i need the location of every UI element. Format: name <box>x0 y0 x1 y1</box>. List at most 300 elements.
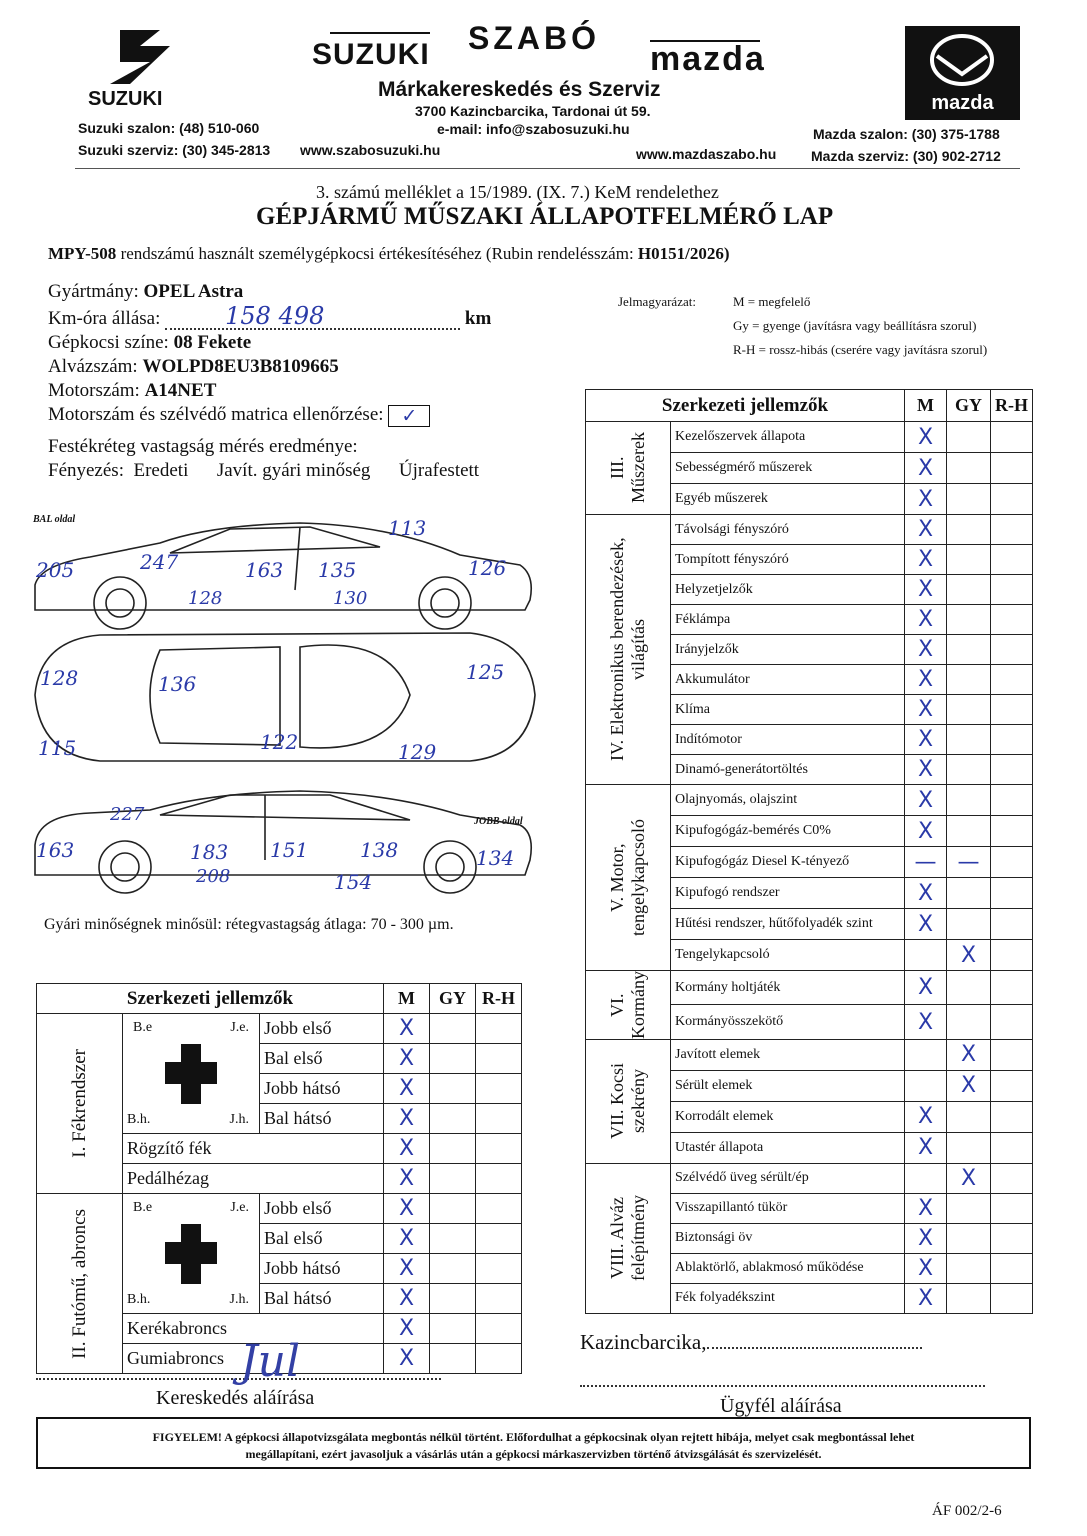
matrica-label: Motorszám és szélvédő matrica ellenőrzése: <box>48 404 384 425</box>
rating-cell-rh[interactable] <box>991 422 1033 453</box>
group-label: II. Futómű, abroncs <box>68 1208 90 1359</box>
corner-jh: J.h. <box>229 1291 249 1307</box>
kereskedes-sign-line[interactable] <box>36 1378 441 1380</box>
rating-cell-rh[interactable] <box>991 1101 1033 1132</box>
item-label: Tompított fényszóró <box>671 545 905 575</box>
rating-cell-rh[interactable] <box>991 1193 1033 1223</box>
legend <box>618 290 696 314</box>
table-row <box>586 422 1033 453</box>
rating-cell-m[interactable]: X <box>384 1134 430 1164</box>
rating-cell-gy[interactable] <box>430 1344 476 1374</box>
rating-cell-m[interactable]: X <box>905 575 947 605</box>
rating-cell-rh[interactable] <box>991 1223 1033 1253</box>
rating-cell-rh[interactable] <box>991 725 1033 755</box>
rating-cell-gy[interactable] <box>947 695 991 725</box>
sign-place <box>580 1330 922 1355</box>
group-label: III. Műszerek <box>607 432 648 504</box>
rating-cell-m[interactable]: X <box>384 1344 430 1374</box>
rating-cell-m[interactable]: X <box>905 909 947 940</box>
web-mazda[interactable]: www.mazdaszabo.hu <box>636 146 777 162</box>
group-label: IV. Elektronikus berendezések, világítás <box>607 537 648 762</box>
rating-cell-rh[interactable] <box>476 1314 522 1344</box>
rating-cell-m[interactable]: X <box>905 1193 947 1223</box>
table-row <box>37 1014 522 1044</box>
table-row <box>586 1039 1033 1070</box>
item-label: Dinamó-generátortöltés <box>671 755 905 785</box>
gyari-note: Gyári minőségnek minősül: rétegvastagság átlaga: 70 - 300 µm. <box>44 916 454 933</box>
rating-cell-m[interactable]: X <box>905 515 947 545</box>
paint-reading: 208 <box>196 866 231 887</box>
km-label: Km-óra állása: <box>48 308 161 329</box>
matrica-row <box>48 403 491 427</box>
rating-cell-gy[interactable] <box>947 1132 991 1163</box>
item-label: Bal hátsó <box>260 1104 384 1134</box>
paint-reading: 128 <box>188 588 223 609</box>
item-label: Távolsági fényszóró <box>671 515 905 545</box>
rating-cell-m[interactable] <box>905 1163 947 1193</box>
rating-cell-rh[interactable] <box>991 878 1033 909</box>
rating-cell-gy[interactable] <box>947 1101 991 1132</box>
paint-reading: 247 <box>140 550 179 574</box>
item-label: Kipufogógáz Diesel K-tényező <box>671 847 905 878</box>
rating-cell-m[interactable]: X <box>905 725 947 755</box>
item-label: Jobb hátsó <box>260 1074 384 1104</box>
rating-cell-rh[interactable] <box>991 847 1033 878</box>
paint-reading: 183 <box>190 840 229 864</box>
warning-box <box>36 1417 1031 1469</box>
item-label: Szélvédő üveg sérült/ép <box>671 1163 905 1193</box>
rating-cell-rh[interactable] <box>476 1224 522 1254</box>
rating-cell-m[interactable]: X <box>384 1194 430 1224</box>
rating-cell-m[interactable]: X <box>905 635 947 665</box>
corner-be: B.e <box>133 1019 153 1035</box>
rating-cell-rh[interactable] <box>991 453 1033 484</box>
group-label-cell <box>586 1163 671 1313</box>
km-unit: km <box>464 308 492 329</box>
group-label: VI. Kormány <box>607 971 648 1039</box>
corner-be: B.e <box>133 1199 153 1215</box>
rating-cell-m[interactable]: X <box>384 1044 430 1074</box>
lt-head-label: Szerkezeti jellemzők <box>37 984 384 1014</box>
rating-cell-gy[interactable] <box>947 605 991 635</box>
rating-cell-gy[interactable] <box>947 816 991 847</box>
rating-cell-gy[interactable] <box>947 725 991 755</box>
rating-cell-gy[interactable] <box>947 545 991 575</box>
suzuki-logo <box>100 22 190 92</box>
rating-cell-gy[interactable] <box>430 1254 476 1284</box>
rating-cell-rh[interactable] <box>991 1005 1033 1040</box>
doc-intro <box>48 244 730 264</box>
suzuki-wordmark: SUZUKI <box>312 38 430 71</box>
rating-cell-m[interactable]: X <box>905 816 947 847</box>
warning-line-1: FIGYELEM! A gépkocsi állapotvizsgálata megbontás nélkül történt. Előfordulhat a gépkocsinak olyan rejtett hibája, melyet csak megbontással lehet <box>152 1430 915 1444</box>
szin-label: Gépkocsi színe: <box>48 332 169 353</box>
rating-cell-m[interactable]: X <box>905 453 947 484</box>
rating-cell-rh[interactable] <box>991 515 1033 545</box>
rating-cell-gy[interactable] <box>430 1104 476 1134</box>
rating-cell-rh[interactable] <box>476 1014 522 1044</box>
table-row <box>586 1163 1033 1193</box>
rating-cell-gy[interactable] <box>947 785 991 816</box>
szin-row <box>48 331 491 355</box>
item-label: Bal hátsó <box>260 1284 384 1314</box>
rating-cell-rh[interactable] <box>476 1254 522 1284</box>
rating-cell-rh[interactable] <box>991 1253 1033 1283</box>
rating-cell-gy[interactable] <box>947 1253 991 1283</box>
item-label: Fék folyadékszint <box>671 1283 905 1313</box>
paint-reading: 128 <box>40 666 79 690</box>
kereskedes-label: Kereskedés aláírása <box>156 1387 315 1409</box>
suzuki-logo-text: SUZUKI <box>88 88 163 110</box>
rating-cell-gy[interactable] <box>947 635 991 665</box>
mazda-szalon: Mazda szalon: (30) 375-1788 <box>813 126 1000 142</box>
item-label: Korrodált elemek <box>671 1101 905 1132</box>
rating-cell-rh[interactable] <box>991 816 1033 847</box>
paint-reading: 134 <box>476 846 515 870</box>
rating-cell-gy[interactable]: X <box>947 1070 991 1101</box>
rating-cell-gy[interactable] <box>947 971 991 1005</box>
rating-cell-gy[interactable] <box>430 1014 476 1044</box>
paint-reading: 163 <box>36 838 75 862</box>
rating-cell-m[interactable]: X <box>905 695 947 725</box>
rating-cell-gy[interactable] <box>947 1193 991 1223</box>
item-label: Féklámpa <box>671 605 905 635</box>
item-label: Kormányösszekötő <box>671 1005 905 1040</box>
rating-cell-m[interactable] <box>905 940 947 971</box>
rating-cell-rh[interactable] <box>991 605 1033 635</box>
rating-cell-gy[interactable] <box>947 665 991 695</box>
group-label-cell <box>586 1039 671 1163</box>
rating-cell-rh[interactable] <box>991 545 1033 575</box>
item-label: Irányjelzők <box>671 635 905 665</box>
item-label: Kerékabroncs <box>123 1314 384 1344</box>
gyartmany-label: Gyártmány: <box>48 281 139 302</box>
rating-cell-rh[interactable] <box>991 1283 1033 1313</box>
item-label: Kormány holtjáték <box>671 971 905 1005</box>
paint-reading: 154 <box>334 870 373 894</box>
paint-reading: 126 <box>468 556 507 580</box>
rating-cell-gy[interactable] <box>947 1283 991 1313</box>
rating-cell-gy[interactable] <box>947 575 991 605</box>
table-row <box>586 971 1033 1005</box>
rating-cell-m[interactable]: X <box>905 1283 947 1313</box>
alvaz-row <box>48 355 491 379</box>
rating-cell-rh[interactable] <box>476 1164 522 1194</box>
item-label: Rögzítő fék <box>123 1134 384 1164</box>
item-label: Biztonsági öv <box>671 1223 905 1253</box>
group-label: VII. Kocsi szekrény <box>607 1063 648 1140</box>
paint-reading: 138 <box>360 838 399 862</box>
item-label: Klíma <box>671 695 905 725</box>
item-label: Kipufogógáz-bemérés C0% <box>671 816 905 847</box>
sign-place-label: Kazincbarcika, <box>580 1330 707 1354</box>
fenyezes-row <box>48 459 491 483</box>
paint-reading: 151 <box>270 838 309 862</box>
rating-cell-gy[interactable] <box>430 1044 476 1074</box>
matrica-checkbox[interactable]: ✓ <box>388 405 430 427</box>
item-label: Akkumulátor <box>671 665 905 695</box>
group-label: I. Fékrendszer <box>68 1049 90 1158</box>
rating-cell-rh[interactable] <box>991 971 1033 1005</box>
rating-cell-rh[interactable] <box>476 1344 522 1374</box>
group-label-cell <box>586 515 671 785</box>
table-row <box>586 785 1033 816</box>
item-label: Bal első <box>260 1224 384 1254</box>
vehicle-info <box>48 280 491 483</box>
group-label-cell <box>586 971 671 1040</box>
legend-rh: R-H = rossz-hibás (cserére vagy javításra szorul) <box>733 342 988 357</box>
rating-cell-m[interactable] <box>905 1039 947 1070</box>
rating-cell-rh[interactable] <box>991 1070 1033 1101</box>
paint-reading: 163 <box>245 558 284 582</box>
item-label: Indítómotor <box>671 725 905 755</box>
rating-cell-gy[interactable] <box>947 878 991 909</box>
rating-cell-rh[interactable] <box>476 1284 522 1314</box>
rating-cell-m[interactable]: X <box>384 1284 430 1314</box>
rating-cell-gy[interactable] <box>947 755 991 785</box>
bal-oldal-label: BAL oldal <box>33 514 76 525</box>
rating-cell-gy[interactable] <box>947 422 991 453</box>
cross-icon <box>165 1044 217 1104</box>
mazda-wordmark: mazda <box>650 40 766 78</box>
rating-cell-gy[interactable] <box>947 515 991 545</box>
rating-cell-gy[interactable]: — <box>947 847 991 878</box>
rating-cell-gy[interactable] <box>947 1223 991 1253</box>
item-label: Jobb első <box>260 1014 384 1044</box>
ugyfel-sign-line[interactable] <box>580 1385 985 1387</box>
item-label: Egyéb műszerek <box>671 484 905 515</box>
item-label: Sebességmérő műszerek <box>671 453 905 484</box>
rating-cell-m[interactable]: X <box>905 1132 947 1163</box>
group-label-cell <box>37 1014 123 1194</box>
rating-cell-m[interactable]: X <box>905 1253 947 1283</box>
rating-cell-m[interactable]: X <box>384 1314 430 1344</box>
wheel-diagram <box>123 1014 260 1134</box>
paint-reading: 130 <box>333 588 368 609</box>
header-divider <box>75 168 1020 169</box>
item-label: Tengelykapcsoló <box>671 940 905 971</box>
gyartmany-value: OPEL Astra <box>143 281 244 302</box>
rating-cell-rh[interactable] <box>991 1039 1033 1070</box>
km-row <box>48 304 491 331</box>
rating-cell-m[interactable]: X <box>905 785 947 816</box>
rt-head-label: Szerkezeti jellemzők <box>586 390 905 422</box>
item-label: Jobb hátsó <box>260 1254 384 1284</box>
rating-cell-rh[interactable] <box>476 1104 522 1134</box>
paint-reading: 135 <box>318 558 357 582</box>
doc-subtitle: 3. számú melléklet a 15/1989. (IX. 7.) KeM rendelethez <box>316 182 719 202</box>
item-label: Gumiabroncs <box>123 1344 384 1374</box>
rt-head-m: M <box>905 390 947 422</box>
gyartmany-row <box>48 280 491 304</box>
rating-cell-gy[interactable] <box>430 1074 476 1104</box>
rating-cell-gy[interactable] <box>430 1164 476 1194</box>
rating-cell-m[interactable]: X <box>905 484 947 515</box>
right-table-header <box>586 390 1033 422</box>
dealer-title: Márkakereskedés és Szerviz <box>378 78 661 101</box>
paint-reading: 205 <box>36 558 75 582</box>
corner-je: J.e. <box>230 1199 249 1215</box>
item-label: Bal első <box>260 1044 384 1074</box>
rt-head-gy: GY <box>947 390 991 422</box>
item-label: Javított elemek <box>671 1039 905 1070</box>
order-number: H0151/2026) <box>637 244 730 263</box>
alvaz-value: WOLPD8EU3B8109665 <box>142 356 339 377</box>
rating-cell-gy[interactable] <box>430 1284 476 1314</box>
left-inspection-table <box>36 983 522 1374</box>
szabo-title: SZABÓ <box>468 20 600 56</box>
rating-cell-m[interactable] <box>905 1070 947 1101</box>
legend-m: M = megfelelő <box>733 294 811 309</box>
web-suzuki[interactable]: www.szabosuzuki.hu <box>300 142 441 158</box>
paint-reading: 125 <box>466 660 505 684</box>
suzuki-szerviz: Suzuki szerviz: (30) 345-2813 <box>78 142 271 158</box>
rating-cell-rh[interactable] <box>991 695 1033 725</box>
rating-cell-rh[interactable] <box>476 1074 522 1104</box>
dealer-signature: Jul <box>240 1336 301 1387</box>
mazda-logo-text: mazda <box>931 92 994 114</box>
rating-cell-m[interactable]: X <box>905 971 947 1005</box>
rating-cell-m[interactable]: X <box>384 1074 430 1104</box>
motor-label: Motorszám: <box>48 380 140 401</box>
rating-cell-gy[interactable] <box>430 1314 476 1344</box>
mazda-logo <box>905 26 1020 120</box>
corner-je: J.e. <box>230 1019 249 1035</box>
legend-gy: Gy = gyenge (javításra vagy beállításra szorul) <box>733 318 977 333</box>
plate-number: MPY-508 <box>48 244 117 263</box>
item-label: Ablaktörlő, ablakmosó működése <box>671 1253 905 1283</box>
rating-cell-m[interactable]: X <box>905 422 947 453</box>
item-label: Sérült elemek <box>671 1070 905 1101</box>
rating-cell-gy[interactable]: X <box>947 1163 991 1193</box>
legend-label: Jelmagyarázat: <box>618 294 696 309</box>
paint-reading: 115 <box>38 736 77 760</box>
corner-jh: J.h. <box>229 1111 249 1127</box>
rating-cell-m[interactable]: X <box>384 1254 430 1284</box>
rating-cell-m[interactable]: X <box>384 1104 430 1134</box>
rating-cell-m[interactable]: X <box>905 755 947 785</box>
motor-value: A14NET <box>144 380 217 401</box>
szin-value: 08 Fekete <box>173 332 252 353</box>
rating-cell-m[interactable]: X <box>905 878 947 909</box>
alvaz-label: Alvázszám: <box>48 356 138 377</box>
item-label: Kipufogó rendszer <box>671 878 905 909</box>
group-label-cell <box>37 1194 123 1374</box>
group-label: V. Motor, tengelykapcsoló <box>607 819 648 936</box>
warning-line-2: megállapítani, ezért javasoljuk a vásárlás után a gépkocsi márkaszervizben történő átvizsgálását és szervizelését. <box>245 1447 822 1461</box>
rating-cell-rh[interactable] <box>991 665 1033 695</box>
rating-cell-gy[interactable] <box>430 1224 476 1254</box>
rating-cell-rh[interactable] <box>991 635 1033 665</box>
rating-cell-gy[interactable]: X <box>947 940 991 971</box>
rating-cell-gy[interactable] <box>947 484 991 515</box>
rating-cell-rh[interactable] <box>991 575 1033 605</box>
suzuki-szalon: Suzuki szalon: (48) 510-060 <box>78 120 260 136</box>
item-label: Kezelőszervek állapota <box>671 422 905 453</box>
wheel-diagram <box>123 1194 260 1314</box>
header-rule-left <box>330 32 430 34</box>
rt-head-rh: R-H <box>991 390 1033 422</box>
group-label: VIII. Alváz felépítmény <box>607 1195 648 1282</box>
paint-reading: 136 <box>158 672 197 696</box>
rating-cell-gy[interactable]: X <box>947 1039 991 1070</box>
rating-cell-rh[interactable] <box>991 909 1033 940</box>
dealer-address: 3700 Kazincbarcika, Tardonai út 59. <box>415 103 651 119</box>
rating-cell-rh[interactable] <box>991 940 1033 971</box>
rating-cell-m[interactable]: X <box>905 1005 947 1040</box>
item-label: Olajnyomás, olajszint <box>671 785 905 816</box>
rating-cell-rh[interactable] <box>991 785 1033 816</box>
lt-head-m: M <box>384 984 430 1014</box>
rating-cell-gy[interactable] <box>947 909 991 940</box>
ugyfel-label: Ügyfél aláírása <box>720 1395 842 1417</box>
rating-cell-gy[interactable] <box>947 1005 991 1040</box>
fenyezes-label: Fényezés: <box>48 460 124 481</box>
rating-cell-m[interactable]: X <box>384 1164 430 1194</box>
festek-label: Festékréteg vastagság mérés eredménye: <box>48 436 358 457</box>
item-label: Pedálhézag <box>123 1164 384 1194</box>
corner-bh: B.h. <box>127 1111 151 1127</box>
group-label-cell <box>586 422 671 515</box>
item-label: Visszapillantó tükör <box>671 1193 905 1223</box>
rating-cell-rh[interactable] <box>476 1134 522 1164</box>
rating-cell-rh[interactable] <box>476 1044 522 1074</box>
left-table-header <box>37 984 522 1014</box>
rating-cell-rh[interactable] <box>991 755 1033 785</box>
paint-reading: 113 <box>388 516 427 540</box>
item-label: Hűtési rendszer, hűtőfolyadék szint <box>671 909 905 940</box>
jobb-oldal-label: JOBB oldal <box>474 816 523 827</box>
legend-items <box>733 290 987 362</box>
lt-head-rh: R-H <box>476 984 522 1014</box>
mazda-szerviz: Mazda szerviz: (30) 902-2712 <box>811 148 1001 164</box>
rating-cell-gy[interactable] <box>430 1194 476 1224</box>
rating-cell-m[interactable]: X <box>905 1223 947 1253</box>
rating-cell-m[interactable]: — <box>905 847 947 878</box>
rating-cell-m[interactable]: X <box>905 1101 947 1132</box>
group-label-cell <box>586 785 671 971</box>
rating-cell-gy[interactable] <box>430 1134 476 1164</box>
rating-cell-m[interactable]: X <box>384 1014 430 1044</box>
rating-cell-gy[interactable] <box>947 453 991 484</box>
right-inspection-table <box>585 389 1033 1314</box>
km-value[interactable]: 158 498 <box>165 304 460 330</box>
dealer-email[interactable]: e-mail: info@szabosuzuki.hu <box>437 121 630 137</box>
form-code: ÁF 002/2-6 <box>932 1503 1002 1519</box>
rating-cell-m[interactable]: X <box>384 1224 430 1254</box>
corner-bh: B.h. <box>127 1291 151 1307</box>
paint-reading: 129 <box>398 740 437 764</box>
rating-cell-rh[interactable] <box>991 1163 1033 1193</box>
lt-head-gy: GY <box>430 984 476 1014</box>
item-label: Jobb első <box>260 1194 384 1224</box>
fenyezes-options: Eredeti Javít. gyári minőség Újrafestett <box>133 460 480 481</box>
rating-cell-rh[interactable] <box>991 484 1033 515</box>
item-label: Helyzetjelzők <box>671 575 905 605</box>
rating-cell-rh[interactable] <box>991 1132 1033 1163</box>
rating-cell-m[interactable]: X <box>905 605 947 635</box>
intro-text: rendszámú használt személygépkocsi értékesítéséhez (Rubin rendelésszám: <box>120 244 634 263</box>
paint-reading: 122 <box>260 730 299 754</box>
doc-title: GÉPJÁRMŰ MŰSZAKI ÁLLAPOTFELMÉRŐ LAP <box>256 203 834 230</box>
item-label: Utastér állapota <box>671 1132 905 1163</box>
paint-reading: 227 <box>110 804 145 825</box>
rating-cell-m[interactable]: X <box>905 545 947 575</box>
motor-row <box>48 379 491 403</box>
rating-cell-rh[interactable] <box>476 1194 522 1224</box>
cross-icon <box>165 1224 217 1284</box>
rating-cell-m[interactable]: X <box>905 665 947 695</box>
